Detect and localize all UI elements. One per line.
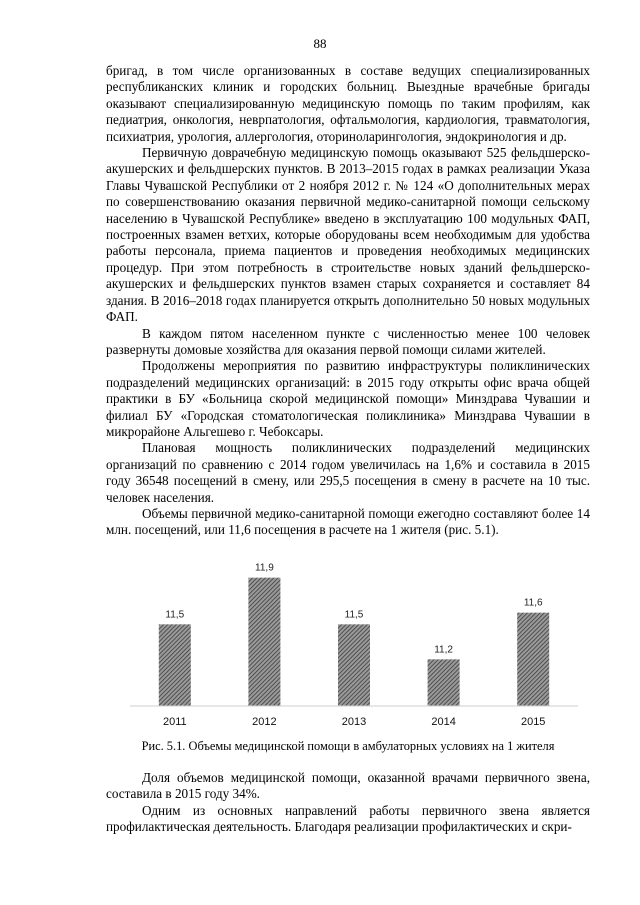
x-tick-label-2014: 2014 xyxy=(431,716,456,728)
x-tick-label-2013: 2013 xyxy=(341,716,367,728)
paragraph: бригад, в том числе организованных в составе ведущих специализированных республиканских клиник и городских больниц. Выездные врачебные бригады оказывают специализированную медицинскую помощь по таким профилям, как педиатрия, онкология, неврпатология, офтальмология, кардиология, травматология, психиатрия, урология, аллергология, оториноларингология, эндокринология и др. xyxy=(106,63,590,144)
page-number: 88 xyxy=(313,36,327,51)
body-text-bottom xyxy=(106,770,590,836)
data-label-2014: 11,2 xyxy=(434,644,453,656)
body-text-top xyxy=(106,63,590,539)
data-label-2013: 11,5 xyxy=(344,609,364,621)
paragraph: Продолжены мероприятия по развитию инфраструктуры поликлинических подразделений медицинских организаций: в 2015 году открыты офис врача общей практики в БУ «Больница скорой медицинской помощи» Минздрава Чувашии и филиал БУ «Городская стоматологическая поликлиника» Минздрава Чувашии в микрорайоне Альгешево г. Чебоксары. xyxy=(106,358,590,439)
paragraph: Плановая мощность поликлинических подразделений медицинских организаций по сравнению с 2014 годом увеличилась на 1,6% и составила в 2015 году 36548 посещений в смену, или 295,5 посещения в смену в расчете на 10 тыс. человек населения. xyxy=(106,440,590,505)
bar-2014 xyxy=(428,659,460,706)
paragraph: Одним из основных направлений работы первичного звена является профилактическая деятельность. Благодаря реализации профилактических и скри- xyxy=(106,802,590,835)
x-tick-label-2012: 2012 xyxy=(252,716,277,728)
data-label-2011: 11,5 xyxy=(165,609,185,621)
bars xyxy=(159,563,549,728)
bar-2013 xyxy=(338,624,370,706)
bar-chart xyxy=(108,548,588,740)
bar-2015 xyxy=(517,613,549,706)
paragraph: Доля объемов медицинской помощи, оказанной врачами первичного звена, составила в 2015 году 34%. xyxy=(106,770,590,802)
data-label-2012: 11,9 xyxy=(255,562,274,574)
figure-caption: Рис. 5.1. Объемы медицинской помощи в амбулаторных условиях на 1 жителя xyxy=(141,739,555,753)
paragraph: Первичную доврачебную медицинскую помощь оказывают 525 фельдшерско-акушерских и фельдшерских пунктов. В 2013–2015 годах в рамках реализации Указа Главы Чувашской Республики от 2 ноября 2012 г. № 124 «О дополнительных мерах по совершенствованию оказания первичной медико-санитарной помощи сельскому населению в Чувашской Республике» введено в эксплуатацию 100 модульных ФАП, построенных взамен ветхих, которые оборудованы всем необходимым для удобства работы персонала, приема пациентов и проведения необходимых медицинских процедур. При этом потребность в строительстве новых зданий фельдшерско-акушерских и фельдшерских пунктов взамен старых сохраняется и составляет 84 здания. В 2016–2018 годах планируется открыть дополнительно 50 новых модульных ФАП. xyxy=(106,145,590,325)
paragraph: Объемы первичной медико-санитарной помощи ежегодно составляют более 14 млн. посещений, или 11,6 посещения в расчете на 1 жителя (рис. 5.1). xyxy=(106,505,590,538)
paragraph: В каждом пятом населенном пункте с численностью менее 100 человек развернуты домовые хозяйства для оказания первой помощи силами жителей. xyxy=(106,325,590,357)
x-tick-label-2011: 2011 xyxy=(162,716,187,728)
x-tick-label-2015: 2015 xyxy=(520,716,546,728)
bar-2011 xyxy=(159,624,191,706)
data-label-2015: 11,6 xyxy=(523,597,543,609)
bar-2012 xyxy=(248,578,280,706)
